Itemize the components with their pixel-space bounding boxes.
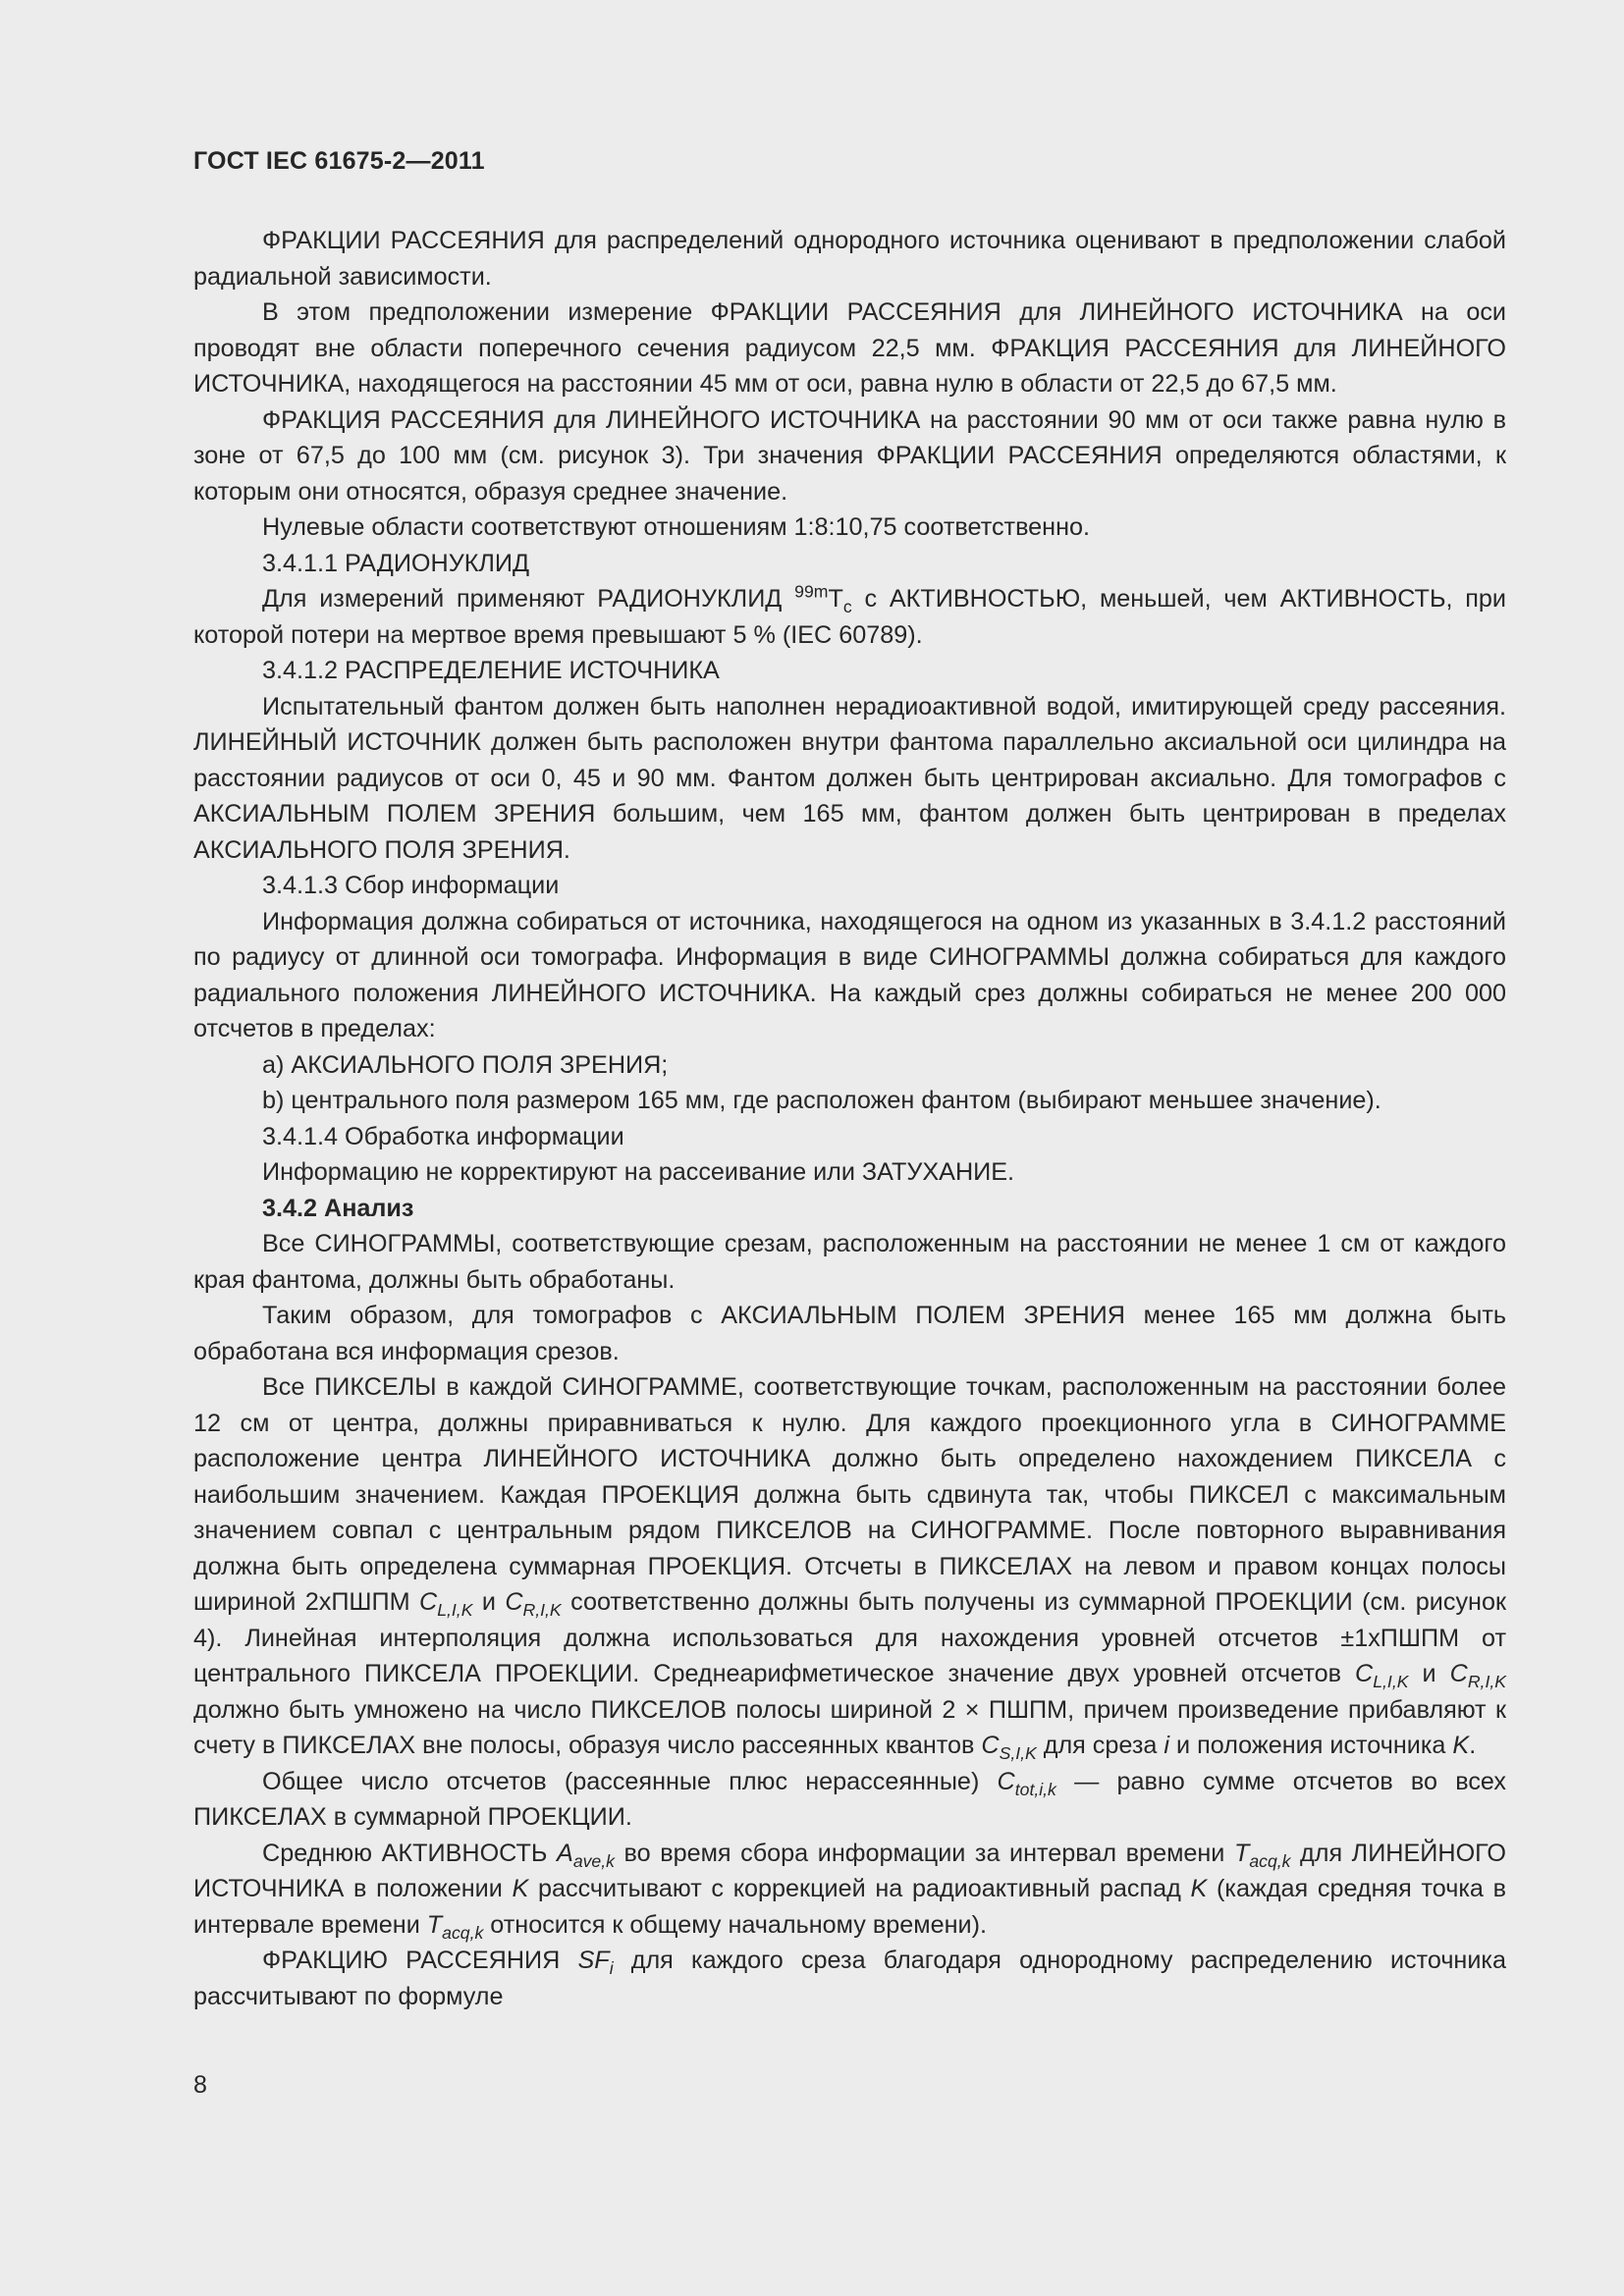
paragraph: Нулевые области соответствуют отношениям 1:8:10,75 соответственно.: [262, 513, 1091, 541]
paragraph: ФРАКЦИИ РАССЕЯНИЯ для распределений однородного источника оценивают в предположении слабой радиальной зависимости.: [193, 227, 1506, 291]
section-heading: 3.4.1.4 Обработка информации: [262, 1122, 624, 1150]
paragraph: Общее число отсчетов (рассеянные плюс нерассеянные) $C_{tot,i,k}$ — равно сумме отсчетов во всех ПИКСЕЛАХ в суммарной ПРОЕКЦИИ.: [193, 1767, 1506, 1831]
section-heading-bold: 3.4.2 Анализ: [262, 1194, 414, 1222]
paragraph: Для измерений применяют РАДИОНУКЛИД $^{99m}T_c$ с АКТИВНОСТЬЮ, меньшей, чем АКТИВНОСТЬ, при которой потери на мертвое время превышают 5 % (IEC 60789).: [193, 581, 1506, 649]
section-heading: 3.4.1.2 РАСПРЕДЕЛЕНИЕ ИСТОЧНИКА: [262, 657, 720, 684]
paragraph: Все ПИКСЕЛЫ в каждой СИНОГРАММЕ, соответствующие точкам, расположенным на расстоянии более 12 см от центра, должны приравниваться к нулю. Для каждого проекционного угла в СИНОГРАММЕ расположение центра ЛИНЕЙНОГО ИСТОЧНИКА должно быть определено нахождением ПИКСЕЛА с наибольшим значением. Каждая ПРОЕКЦИЯ должна быть сдвинута так, чтобы ПИКСЕЛ с максимальным значением совпал с центральным рядом ПИКСЕЛОВ на СИНОГРАММЕ. После повторного выравнивания должна быть определена суммарная ПРОЕКЦИЯ. Отсчеты в ПИКСЕЛАХ на левом и правом концах полосы шириной 2хПШПМ $C_{L,I,K}$ и $C_{R,I,K}$ соответственно должны быть получены из суммарной ПРОЕКЦИИ (см. рисунок 4). Линейная интерполяция должна использоваться для нахождения уровней отсчетов ±1хПШПМ от центрального ПИКСЕЛА ПРОЕКЦИИ. Среднеарифметическое значение двух уровней отсчетов $C_{L,I,K}$ и $C_{R,I,K}$ должно быть умножено на число ПИКСЕЛОВ полосы шириной 2 × ПШПМ, причем произведение прибавляют к счету в ПИКСЕЛАХ вне полосы, образуя число рассеянных квантов $C_{S,I,K}$ для среза i и положения источника K.: [193, 1373, 1506, 1764]
section-heading: 3.4.1.1 РАДИОНУКЛИД: [262, 549, 530, 577]
paragraph: Среднюю АКТИВНОСТЬ $A_{ave,k}$ во время сбора информации за интервал времени $T_{acq,k}$ для ЛИНЕЙНОГО ИСТОЧНИКА в положении K рассчитывают с коррекцией на радиоактивный распад K (каждая средняя точка в интервале времени $T_{acq,k}$ относится к общему начальному времени).: [193, 1839, 1506, 1943]
page-number: 8: [193, 2071, 207, 2099]
paragraph: Информацию не корректируют на рассеивание или ЗАТУХАНИЕ.: [262, 1158, 1015, 1186]
list-item: b) центрального поля размером 165 мм, где расположен фантом (выбирают меньшее значение).: [262, 1087, 1381, 1114]
paragraph: Таким образом, для томографов с АКСИАЛЬНЫМ ПОЛЕМ ЗРЕНИЯ менее 165 мм должна быть обработана вся информация срезов.: [193, 1302, 1506, 1365]
document-body: [193, 223, 1506, 2014]
paragraph: Испытательный фантом должен быть наполнен нерадиоактивной водой, имитирующей среду рассеяния. ЛИНЕЙНЫЙ ИСТОЧНИК должен быть расположен внутри фантома параллельно аксиальной оси цилиндра на расстоянии радиусов от оси 0, 45 и 90 мм. Фантом должен быть центрирован аксиально. Для томографов с АКСИАЛЬНЫМ ПОЛЕМ ЗРЕНИЯ большим, чем 165 мм, фантом должен быть центрирован в пределах АКСИАЛЬНОГО ПОЛЯ ЗРЕНИЯ.: [193, 692, 1506, 864]
paragraph: ФРАКЦИЯ РАССЕЯНИЯ для ЛИНЕЙНОГО ИСТОЧНИКА на расстоянии 90 мм от оси также равна нулю в зоне от 67,5 до 100 мм (см. рисунок 3). Три значения ФРАКЦИИ РАССЕЯНИЯ определяются областями, к которым они относятся, образуя среднее значение.: [193, 405, 1506, 506]
paragraph: В этом предположении измерение ФРАКЦИИ РАССЕЯНИЯ для ЛИНЕЙНОГО ИСТОЧНИКА на оси проводят вне области поперечного сечения радиусом 22,5 мм. ФРАКЦИЯ РАССЕЯНИЯ для ЛИНЕЙНОГО ИСТОЧНИКА, находящегося на расстоянии 45 мм от оси, равна нулю в области от 22,5 до 67,5 мм.: [193, 298, 1506, 398]
section-heading: 3.4.1.3 Сбор информации: [262, 872, 560, 899]
paragraph: Все СИНОГРАММЫ, соответствующие срезам, расположенным на расстоянии не менее 1 см от каждого края фантома, должны быть обработаны.: [193, 1230, 1506, 1294]
paragraph: ФРАКЦИЮ РАССЕЯНИЯ $SF_i$ для каждого среза благодаря однородному распределению источника рассчитывают по формуле: [193, 1947, 1506, 2010]
document-header: ГОСТ IEC 61675-2—2011: [193, 147, 485, 175]
paragraph: Информация должна собираться от источника, находящегося на одном из указанных в 3.4.1.2 расстояний по радиусу от длинной оси томографа. Информация в виде СИНОГРАММЫ должна собираться для каждого радиального положения ЛИНЕЙНОГО ИСТОЧНИКА. На каждый срез должны собираться не менее 200 000 отсчетов в пределах:: [193, 907, 1506, 1042]
list-item: a) АКСИАЛЬНОГО ПОЛЯ ЗРЕНИЯ;: [262, 1050, 669, 1079]
